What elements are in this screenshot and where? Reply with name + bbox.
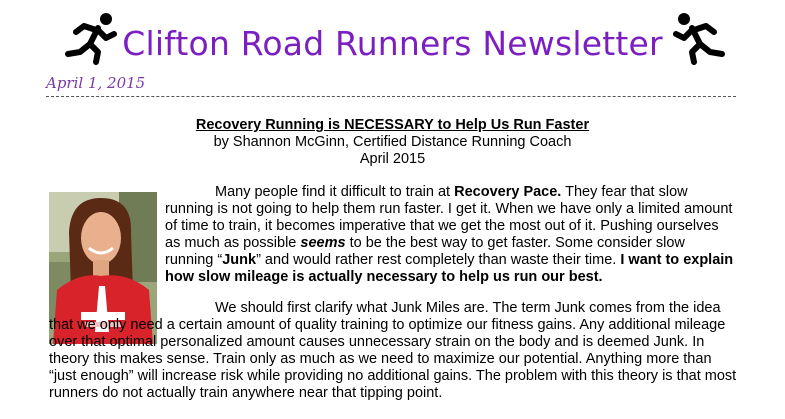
article-headline: Recovery Running is NECESSARY to Help Us Run Faster [195, 117, 590, 133]
issue-date: April 1, 2015 [46, 74, 146, 92]
newsletter-title: Clifton Road Runners Newsletter [122, 24, 663, 63]
paragraph-2: We should first clarify what Junk Miles are. The term Junk comes from the idea that we only need a certain amount of quality training to optimize our fitness gains. Any additional mileage over that optimal personalized amount causes unnecessary strain on the body and is deemed Junk. In theory this makes sense. Train only as much as we need to maximize our potential. Anything more than “just enough” will increase risk while providing no additional gains. The problem with this theory is that most runners do not actually train anywhere near that tipping point. [49, 300, 737, 401]
paragraph-1: Many people find it difficult to train at Recovery Pace. They fear that slow running is not going to help them run faster. I get it. When we have only a limited amount of time to train, it becomes imperative that we get the most out of it. Pushing ourselves as much as possible seems to be the best way to get faster. Some consider slow running “Junk” and would rather rest completely than waste their time. I want to explain how slow mileage is actually necessary to help us run our best. [165, 184, 734, 285]
article-month: April 2015 [359, 151, 426, 167]
article-byline: by Shannon McGinn, Certified Distance Running Coach [213, 134, 572, 150]
divider [46, 96, 736, 97]
